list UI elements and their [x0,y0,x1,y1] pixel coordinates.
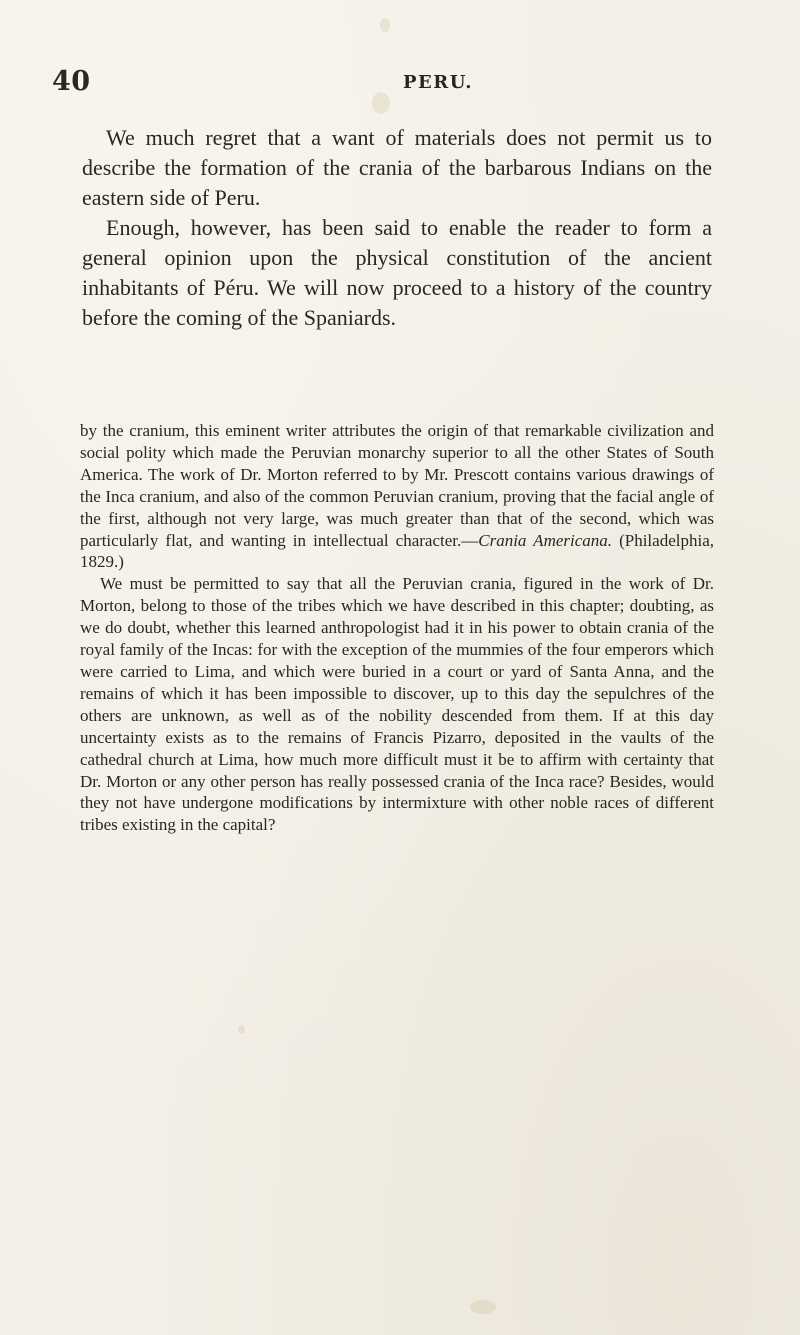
footnote-paragraph [80,420,714,573]
book-title: Crania Americana. [478,530,613,550]
body-paragraph: Enough, however, has been said to enable the reader to form a general opinion upon the physical constitution of the ancient inhabitants of Péru. We will now proceed to a history of the country before the coming of the Spaniards. [82,215,712,330]
running-head: PERU. [403,72,474,93]
footnote-paragraph: We must be permitted to say that all the Peruvian crania, figured in the work of Dr. Morton, belong to those of the tribes which we have described in this chapter; doubting, as we do doubt, whether this learned anthropologist had it in his power to obtain crania of the royal family of the Incas: for with the exception of the mummies of the four emperors which were carried to Lima, and which were buried in a court or yard of Santa Anna, and the remains of which it has been impossible to discover, up to this day the sepulchres of the others are unknown, as well as of the nobility descended from them. If at this day uncertainty exists as to the remains of Francis Pizarro, deposited in the vaults of the cathedral church at Lima, how much more difficult must it be to affirm with certainty that Dr. Morton or any other person has really possessed crania of the Inca race? Besides, would they not have undergone modifications by intermixture with other noble races of different tribes existing in the capital? [80,574,714,835]
foxing-spot [470,1300,496,1314]
footnote-text: (Philadelphia, 1829.) [80,530,714,572]
body-text [82,123,712,333]
page-number: 40 [52,66,91,97]
page-header [52,66,752,106]
footnote-text: by the cranium, this eminent writer attributes the origin of that remarkable civilization and social polity which made the Peruvian monarchy superior to all the other States of South America. The work of Dr. Morton referred to by Mr. Prescott contains various drawings of the Inca cranium, and also of the common Peruvian cranium, proving that the facial angle of the first, although not very large, was much greater than that of the second, which was particularly flat, and wanting in intellectual character.— [80,421,714,550]
footnote [80,420,714,836]
foxing-spot [238,1025,245,1034]
body-paragraph: We much regret that a want of materials does not permit us to describe the formation of the crania of the barbarous Indians on the eastern side of Peru. [82,125,712,210]
foxing-spot [380,18,390,32]
